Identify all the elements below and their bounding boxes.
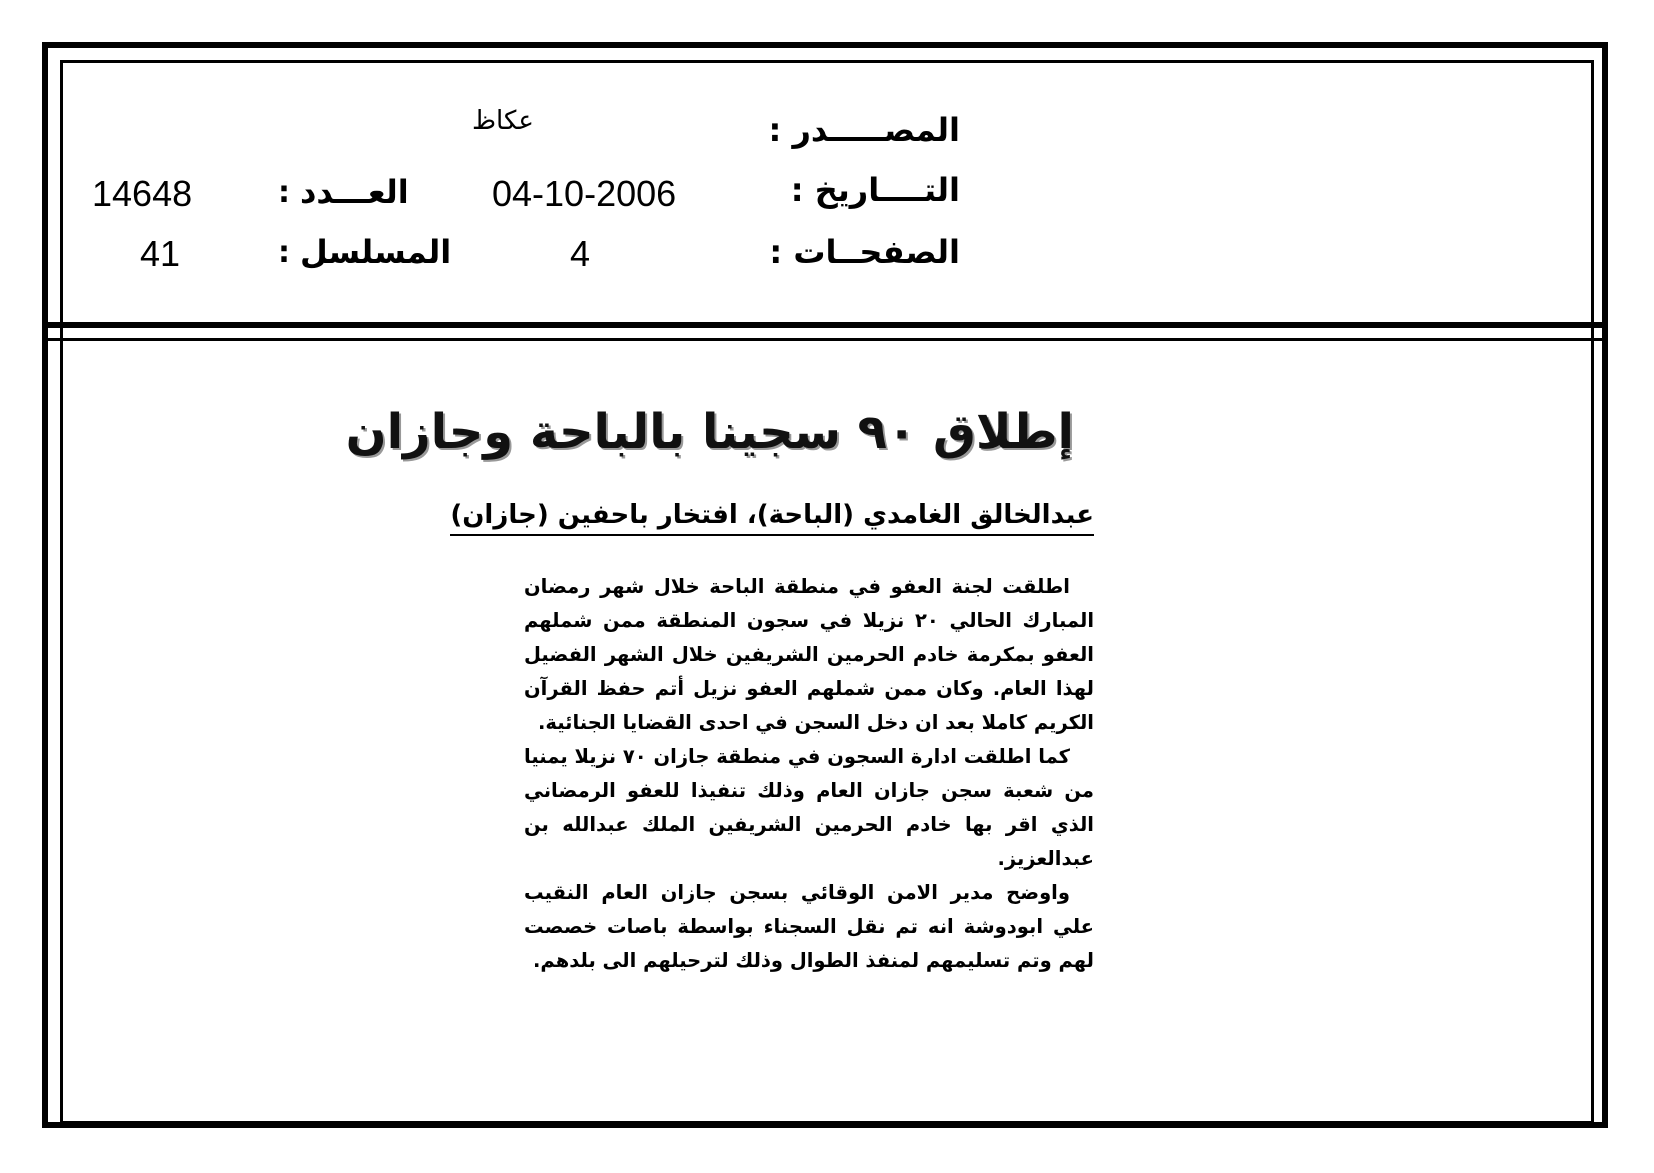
issue-label: العـــدد: [300, 173, 409, 211]
article-paragraph: اطلقت لجنة العفو في منطقة الباحة خلال شهر رمضان المبارك الحالي ٢٠ نزيلا في سجون المنطقة ممن شملهم العفو بمكرمة خادم الحرمين الشريفين خلال الشهر الفضيل لهذا العام. وكان ممن شملهم العفو نزيل أتم حفظ القرآن الكريم كاملا بعد ان دخل السجن في احدى القضايا الجنائية.: [524, 575, 1095, 734]
pages-value: 4: [570, 233, 591, 274]
article-body: [524, 570, 1094, 978]
serial-colon: :: [278, 235, 290, 270]
date-label: التــــاريخ :: [790, 171, 960, 209]
article-headline: إطلاق ٩٠ سجينا بالباحة وجازان: [345, 404, 1074, 460]
date-value: 04-10-2006: [492, 173, 677, 214]
serial-value: 41: [140, 233, 181, 274]
article-paragraph: واوضح مدير الامن الوقائي بسجن جازان العام النقيب علي ابودوشة انه تم نقل السجناء بواسطة باصات خصصت لهم وتم تسليمهم لمنفذ الطوال وذلك لترحيلهم الى بلدهم.: [524, 881, 1094, 972]
source-value: عكاظ: [472, 106, 534, 136]
serial-label: المسلسل: [300, 233, 452, 271]
header-divider-thin: [48, 338, 1602, 341]
issue-colon: :: [278, 175, 290, 210]
header-divider-thick: [48, 322, 1602, 328]
article-byline: عبدالخالق الغامدي (الباحة)، افتخار باحفين (جازان): [450, 500, 1094, 536]
source-label: المصـــــدر :: [768, 111, 960, 149]
issue-value: 14648: [92, 173, 193, 214]
pages-label: الصفحــات :: [769, 233, 960, 271]
article-paragraph: كما اطلقت ادارة السجون في منطقة جازان ٧٠ نزيلا يمنيا من شعبة سجن جازان العام وذلك تنفيذا للعفو الرمضاني الذي اقر بها خادم الحرمين الشريفين الملك عبدالله بن عبدالعزيز.: [524, 745, 1094, 870]
